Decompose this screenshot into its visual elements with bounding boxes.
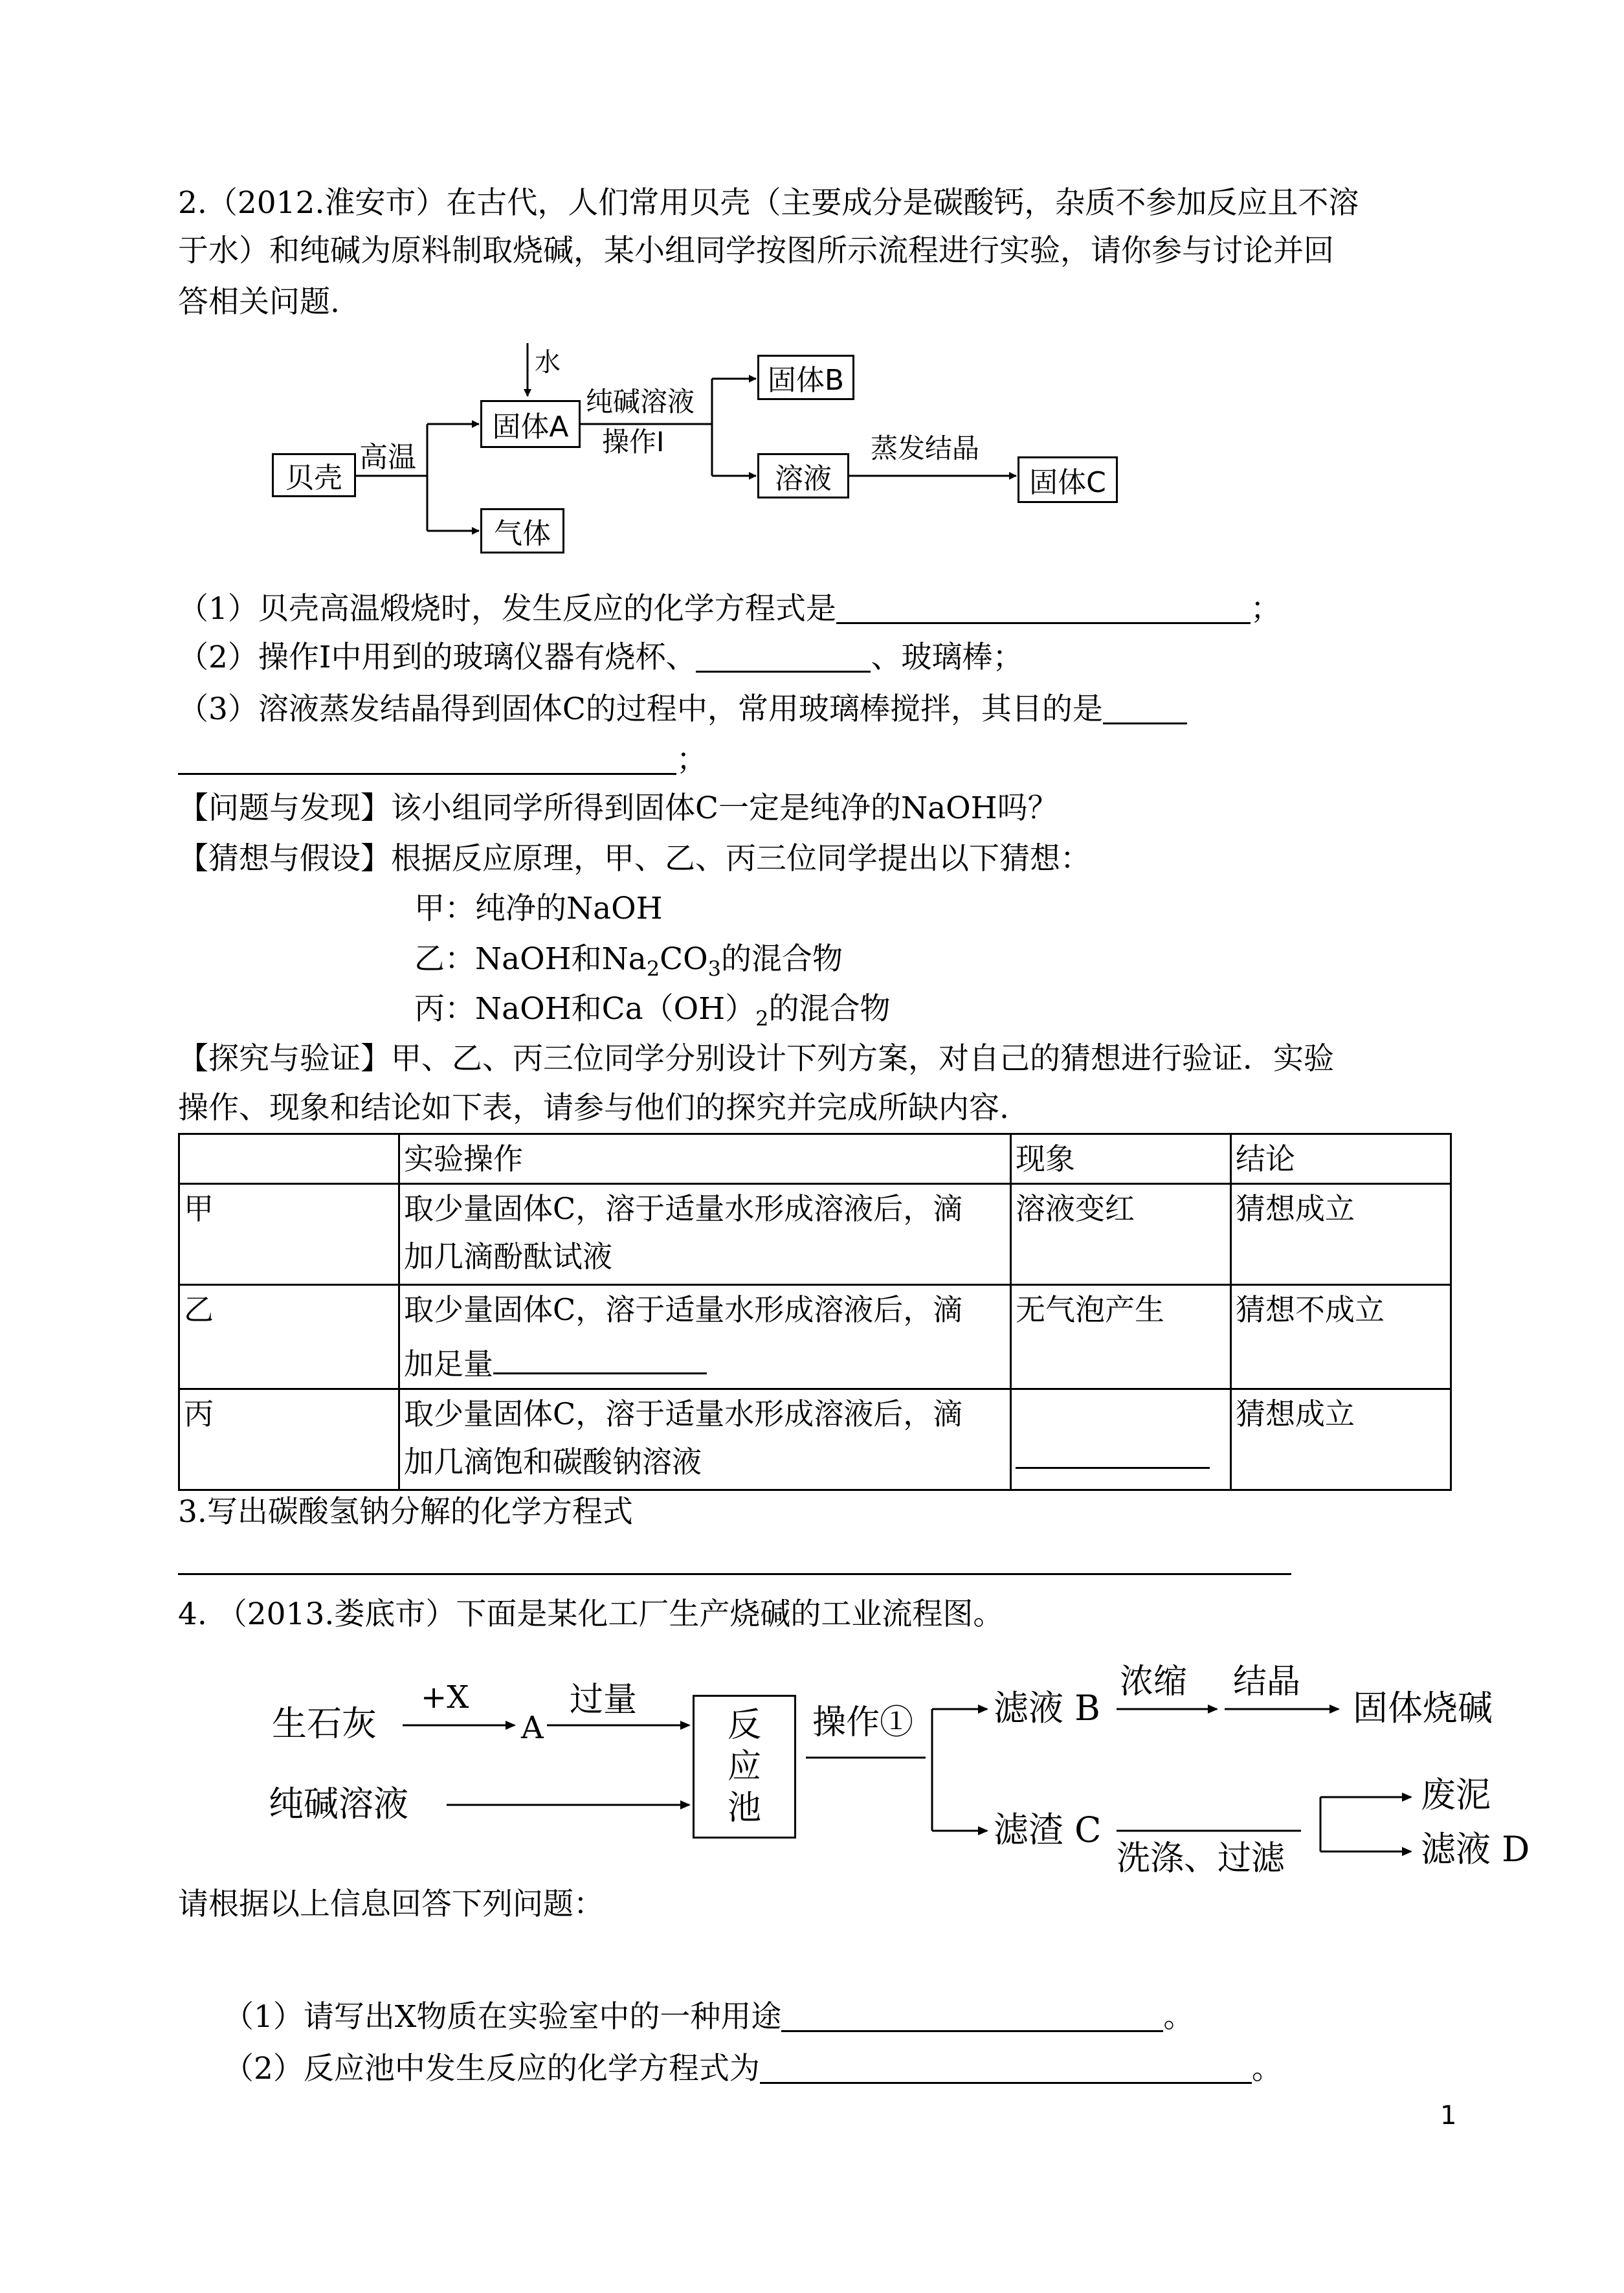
- table-cell-conclusion: 猜想成立: [1231, 1389, 1451, 1490]
- label-filtrate-b: 滤液 B: [994, 1688, 1100, 1728]
- table-cell-phenomenon: [1011, 1389, 1231, 1490]
- guess-a: 甲：纯净的NaOH: [414, 891, 663, 926]
- q2-guess: 【猜想与假设】根据反应原理，甲、乙、丙三位同学提出以下猜想：: [178, 841, 1091, 877]
- label-a: A: [521, 1710, 544, 1746]
- answer-blank-1[interactable]: [836, 592, 1251, 624]
- q2-sub2: （2）操作Ⅰ中用到的玻璃仪器有烧杯、 、玻璃棒；: [178, 640, 1023, 675]
- table-header-row: [179, 1134, 1451, 1184]
- label-plus-x: +X: [421, 1679, 469, 1716]
- box-gas: 气体: [480, 508, 564, 554]
- label-residue-c: 滤渣 C: [994, 1809, 1102, 1850]
- label-operation-1: 操作Ⅰ: [602, 426, 665, 458]
- q2-verify-line1: 【探究与验证】甲、乙、丙三位同学分别设计下列方案，对自己的猜想进行验证．实验: [178, 1041, 1334, 1077]
- answer-blank-table-reagent[interactable]: [493, 1334, 707, 1374]
- label-soda-solution-q4: 纯碱溶液: [269, 1784, 408, 1824]
- table-cell-operation: 取少量固体C，溶于适量水形成溶液后，滴 加几滴饱和碳酸钠溶液: [399, 1389, 1011, 1490]
- q2-verify-line2: 操作、现象和结论如下表，请参与他们的探究并完成所缺内容.: [178, 1090, 1009, 1126]
- label-operation-q4: 操作①: [812, 1703, 914, 1742]
- table-cell-who: 乙: [179, 1285, 399, 1389]
- table-header-cell: 现象: [1011, 1134, 1231, 1184]
- answer-blank-3b[interactable]: [178, 743, 676, 775]
- q2-line1: 2.（2012.淮安市）在古代，人们常用贝壳（主要成分是碳酸钙，杂质不参加反应且不溶: [178, 185, 1359, 221]
- guess-b: 乙：NaOH和$Na_2CO_3$的混合物: [414, 941, 843, 981]
- table-cell-operation: 取少量固体C，溶于适量水形成溶液后，滴 加几滴酚酞试液: [399, 1184, 1011, 1285]
- q2-sub3-cont: ；: [178, 743, 707, 775]
- table-header-cell: 实验操作: [399, 1134, 1011, 1184]
- q3-text: 3.写出碳酸氢钠分解的化学方程式: [178, 1494, 633, 1530]
- table-cell-who: 丙: [179, 1389, 399, 1490]
- label-quicklime: 生石灰: [272, 1703, 377, 1744]
- label-wash-filter: 洗涤、过滤: [1117, 1839, 1285, 1878]
- q4-prompt: 请根据以上信息回答下列问题：: [178, 1886, 604, 1922]
- q4-sub1: （1）请写出X物质在实验室中的一种用途 。: [223, 1999, 1194, 2035]
- label-evaporate: 蒸发结晶: [871, 432, 980, 464]
- table-cell-operation: 取少量固体C，溶于适量水形成溶液后，滴 加足量: [399, 1285, 1011, 1389]
- table-row: [179, 1184, 1451, 1285]
- answer-blank-3a[interactable]: [1103, 693, 1187, 724]
- guess-c: 丙：NaOH和$Ca(OH)_2$的混合物: [414, 991, 891, 1031]
- q2-sub1: （1）贝壳高温煅烧时，发生反应的化学方程式是 ；: [178, 591, 1281, 627]
- table-row: [179, 1285, 1451, 1389]
- label-water: 水: [535, 348, 561, 377]
- table-cell-phenomenon: 溶液变红: [1011, 1184, 1231, 1285]
- answer-blank-q4-1[interactable]: [781, 2000, 1163, 2032]
- q4-title: 4. （2013.娄底市）下面是某化工厂生产烧碱的工业流程图。: [178, 1596, 1004, 1632]
- label-solid-caustic: 固体烧碱: [1353, 1688, 1493, 1728]
- label-crystallize: 结晶: [1233, 1662, 1301, 1701]
- q4-sub2: （2）反应池中发生反应的化学方程式为 。: [223, 2051, 1282, 2086]
- table-cell-phenomenon: 无气泡产生: [1011, 1285, 1231, 1389]
- label-filtrate-d: 滤液 D: [1421, 1829, 1530, 1870]
- box-shell: 贝壳: [272, 453, 356, 497]
- box-solution: 溶液: [757, 453, 849, 498]
- table-cell-conclusion: 猜想不成立: [1231, 1285, 1451, 1389]
- q2-line2: 于水）和纯碱为原料制取烧碱，某小组同学按图所示流程进行实验，请你参与讨论并回: [178, 233, 1334, 269]
- table-cell-conclusion: 猜想成立: [1231, 1184, 1451, 1285]
- box-solid-b: 固体B: [757, 355, 854, 400]
- table-header-cell: [179, 1134, 399, 1184]
- label-concentrate: 浓缩: [1120, 1662, 1188, 1701]
- answer-blank-table-phenomenon[interactable]: [1016, 1428, 1210, 1469]
- table-row: [179, 1389, 1451, 1490]
- label-excess: 过量: [570, 1681, 638, 1719]
- table-cell-who: 甲: [179, 1184, 399, 1285]
- q2-sub3: （3）溶液蒸发结晶得到固体C的过程中，常用玻璃棒搅拌，其目的是: [178, 693, 1187, 724]
- label-waste-mud: 废泥: [1421, 1774, 1491, 1815]
- answer-blank-q3[interactable]: [178, 1573, 1291, 1575]
- label-soda-solution: 纯碱溶液: [586, 386, 695, 418]
- box-solid-c: 固体C: [1018, 456, 1118, 503]
- q2-problem: 【问题与发现】该小组同学所得到固体C一定是纯净的NaOH吗？: [178, 790, 1058, 826]
- page-number: 1: [1440, 2101, 1457, 2131]
- box-solid-a: 固体A: [480, 400, 581, 448]
- table-header-cell: 结论: [1231, 1134, 1451, 1184]
- q2-line3: 答相关问题.: [178, 284, 340, 320]
- box-reaction-pool: 反 应 池: [693, 1695, 796, 1839]
- answer-blank-q4-2[interactable]: [760, 2052, 1252, 2084]
- answer-blank-2[interactable]: [696, 641, 871, 673]
- label-high-temp: 高温: [359, 441, 416, 474]
- experiment-table: [178, 1133, 1452, 1491]
